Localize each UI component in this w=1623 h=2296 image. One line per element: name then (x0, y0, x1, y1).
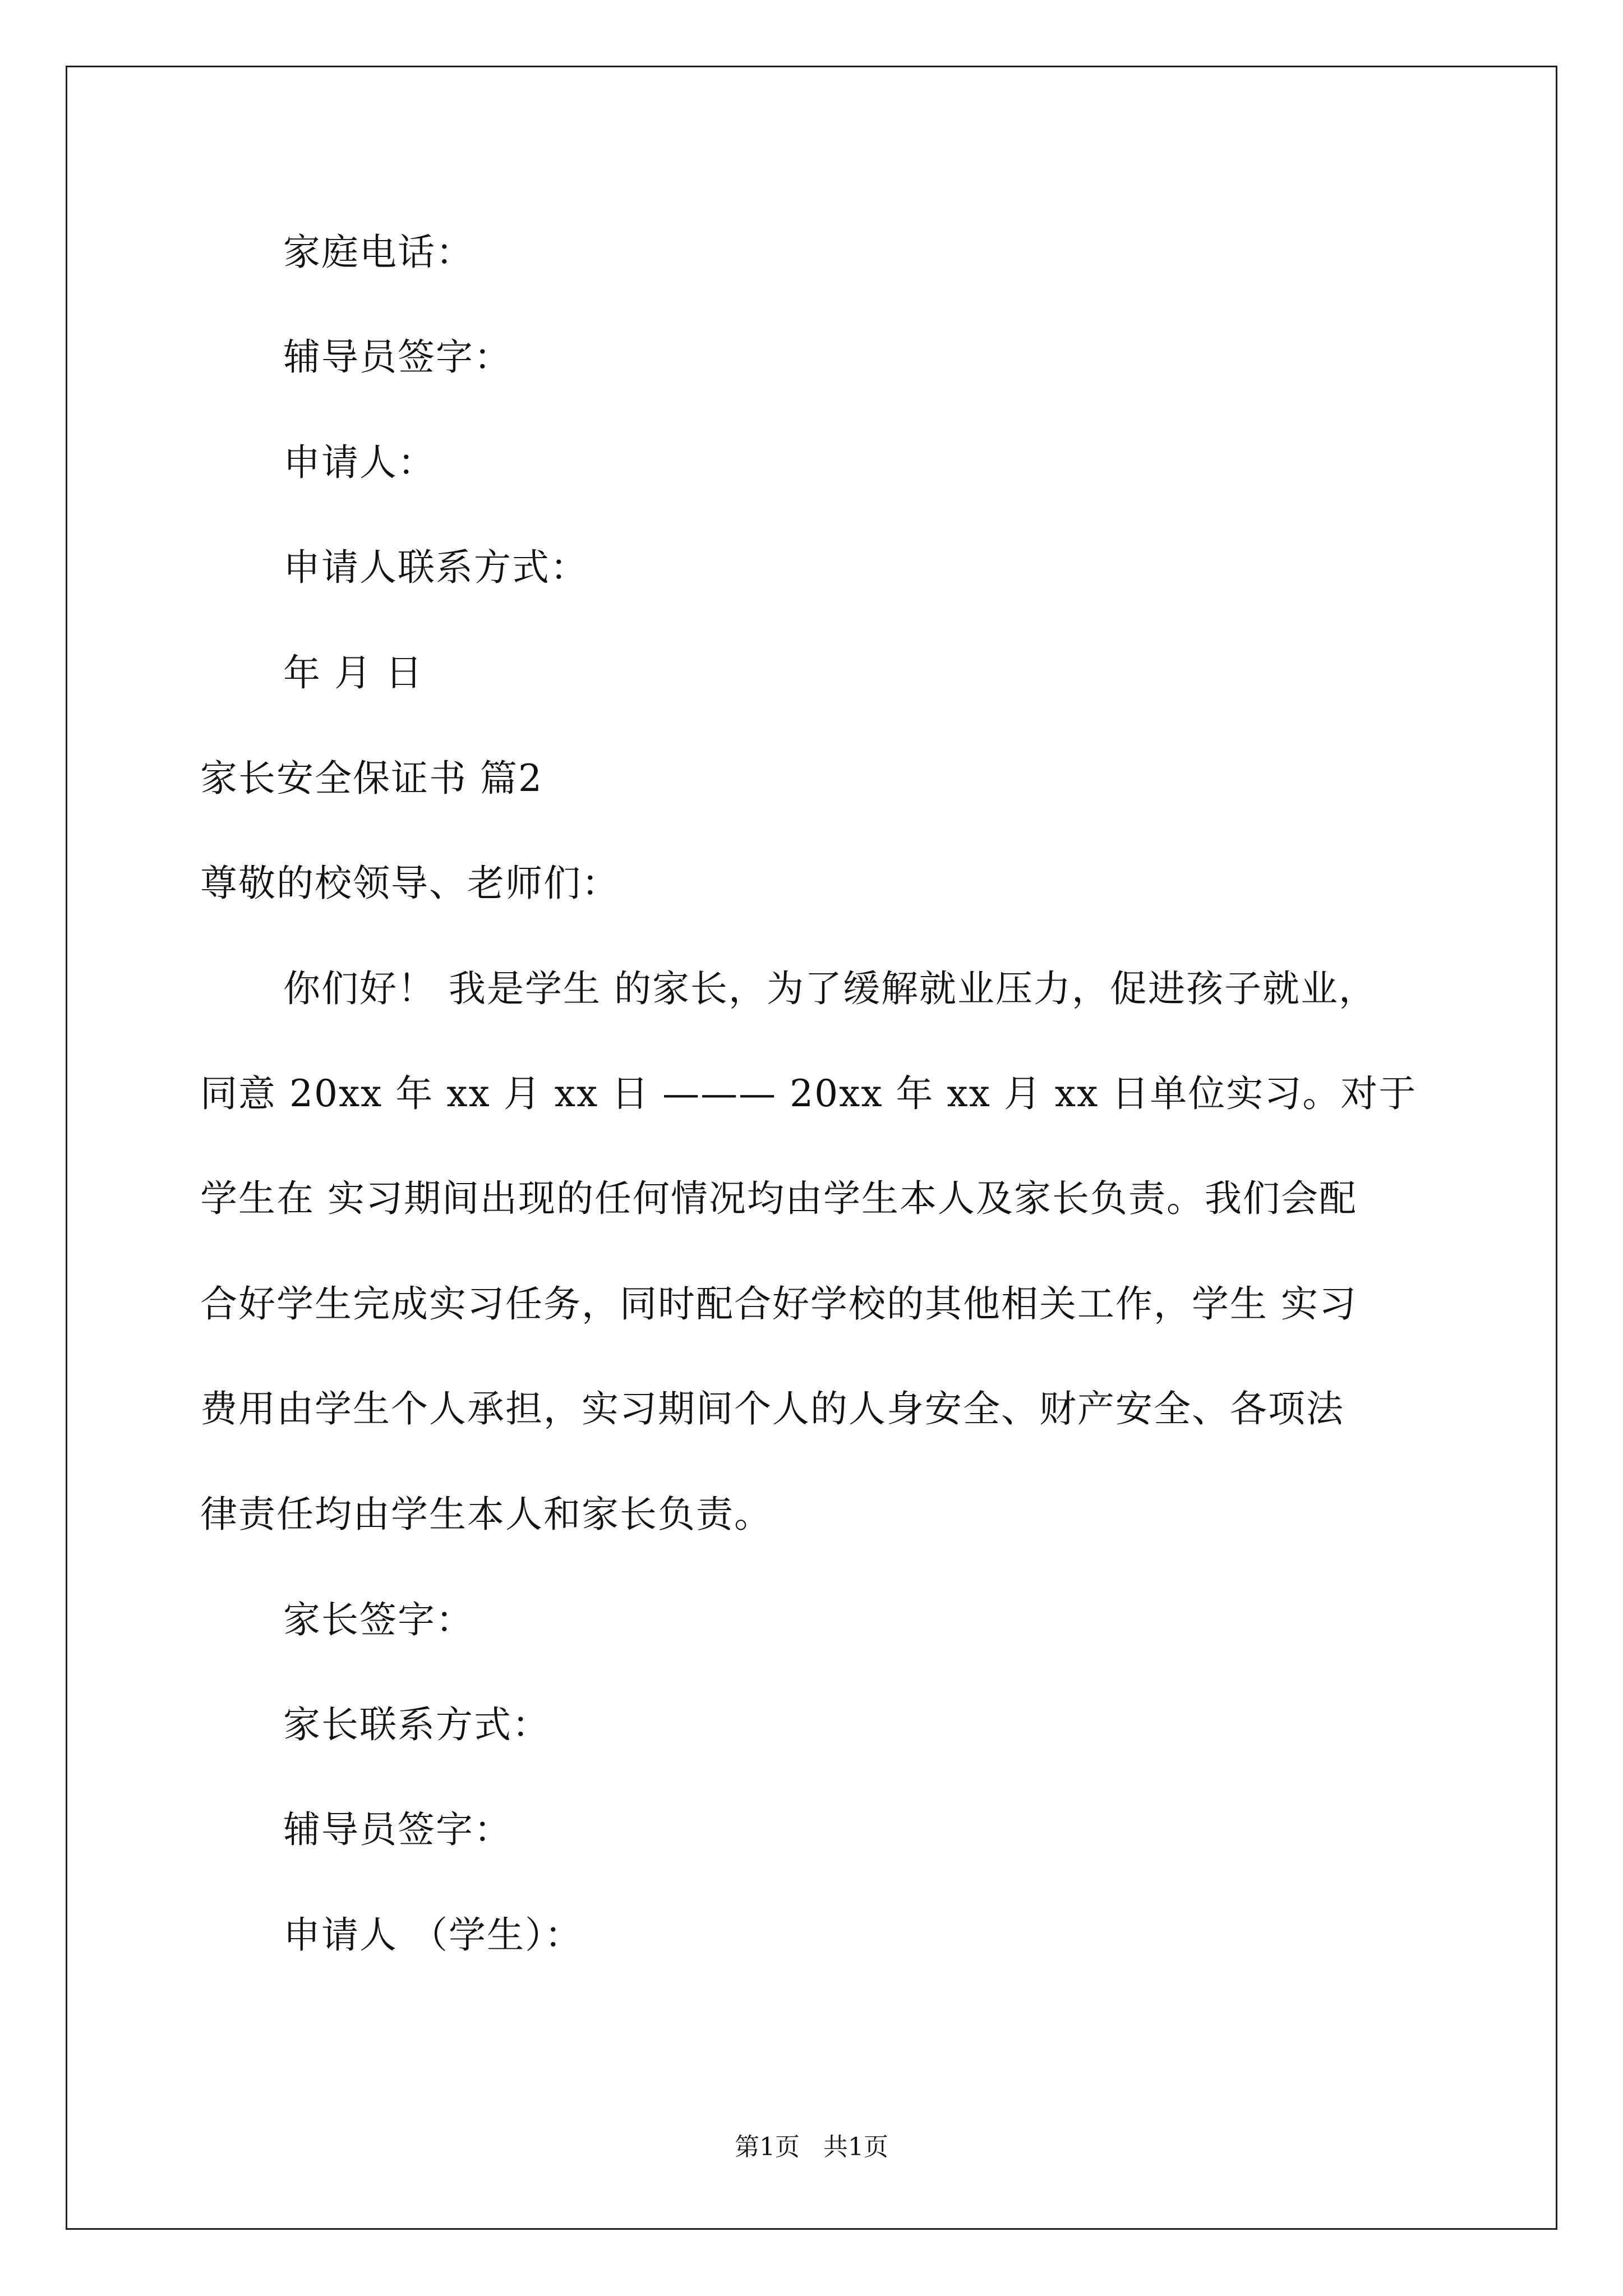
home-phone-label: 家庭电话： (283, 231, 474, 274)
body-line-2: 同意 20xx 年 xx 月 xx 日 ——— 20xx 年 xx 月 xx 日单位实习。对于 (200, 1072, 1417, 1115)
body-line-5: 费用由学生个人承担，实习期间个人的人身安全、财产安全、各项法 (200, 1387, 1344, 1430)
body-line-6: 律责任均由学生本人和家长负责。 (200, 1493, 772, 1536)
parent-contact-label: 家长联系方式： (283, 1703, 550, 1746)
parent-signature-label: 家长签字： (283, 1598, 474, 1641)
body-line-3: 学生在 实习期间出现的任何情况均由学生本人及家长负责。我们会配 (200, 1177, 1357, 1220)
page-border (66, 66, 1557, 2230)
body-line-4: 合好学生完成实习任务，同时配合好学校的其他相关工作，学生 实习 (200, 1282, 1357, 1326)
applicant-label: 申请人： (283, 441, 436, 484)
counselor-signature-label-2: 辅导员签字： (283, 1808, 512, 1851)
counselor-signature-label: 辅导员签字： (283, 335, 512, 379)
page-footer: 第1页 共1页 (735, 2133, 888, 2161)
date-line: 年 月 日 (283, 651, 423, 694)
section-title: 家长安全保证书 篇2 (200, 757, 543, 800)
salutation: 尊敬的校领导、老师们： (200, 862, 620, 905)
applicant-contact-label: 申请人联系方式： (283, 546, 588, 589)
applicant-student-label: 申请人 （学生）： (283, 1913, 583, 1957)
body-line-1: 你们好！ 我是学生 的家长，为了缓解就业压力，促进孩子就业， (283, 967, 1377, 1010)
